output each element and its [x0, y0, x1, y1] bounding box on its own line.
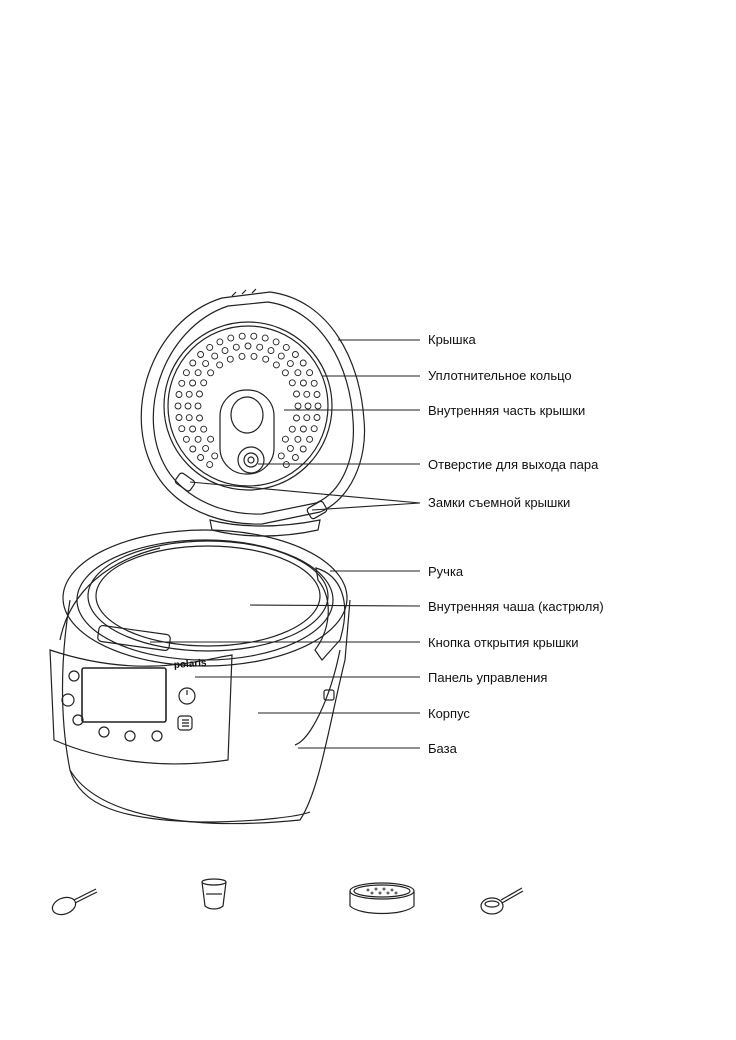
vent-hole: [190, 446, 196, 452]
label-steam-vent: Отверстие для выхода пара: [428, 457, 599, 472]
brand-logo: polaris: [173, 657, 207, 671]
vent-hole: [300, 446, 306, 452]
vent-hole: [186, 391, 192, 397]
vent-hole: [208, 370, 214, 376]
vent-hole: [222, 348, 228, 354]
vent-hole: [257, 344, 263, 350]
vent-hole: [195, 403, 201, 409]
vent-hole: [233, 344, 239, 350]
vent-hole: [295, 403, 301, 409]
vent-hole: [307, 436, 313, 442]
vent-hole: [273, 362, 279, 368]
lid-hinge: [210, 520, 320, 536]
vent-hole: [201, 380, 207, 386]
vent-hole: [314, 415, 320, 421]
vent-hole: [262, 335, 268, 341]
vent-hole: [307, 370, 313, 376]
label-release-button: Кнопка открытия крышки: [428, 635, 579, 650]
vent-hole: [183, 370, 189, 376]
vent-hole: [190, 380, 196, 386]
label-lid-locks: Замки съемной крышки: [428, 495, 571, 510]
vent-hole: [195, 370, 201, 376]
vent-hole: [311, 380, 317, 386]
vent-hole: [311, 426, 317, 432]
vent-hole: [314, 392, 320, 398]
vent-hole: [207, 344, 213, 350]
vent-hole: [295, 436, 301, 442]
vent-hole: [282, 370, 288, 376]
vent-hole: [263, 356, 269, 362]
vent-hole: [228, 335, 234, 341]
vent-hole: [203, 361, 209, 367]
vent-hole: [208, 436, 214, 442]
vent-hole: [176, 392, 182, 398]
vent-hole: [292, 455, 298, 461]
vent-hole: [176, 415, 182, 421]
leader-lines: [150, 340, 420, 748]
vent-hole: [300, 426, 306, 432]
vent-hole: [179, 380, 185, 386]
vent-hole: [183, 436, 189, 442]
vent-hole: [217, 362, 223, 368]
label-inner-lid: Внутренняя часть крышки: [428, 403, 586, 418]
vent-hole: [283, 462, 289, 468]
ladle-icon: [481, 888, 523, 914]
vent-hole: [190, 360, 196, 366]
vent-hole: [294, 391, 300, 397]
label-body: Корпус: [428, 706, 470, 721]
vent-hole: [179, 426, 185, 432]
lid-locks: [174, 472, 328, 520]
vent-hole: [227, 356, 233, 362]
vent-hole: [185, 403, 191, 409]
vent-hole: [239, 333, 245, 339]
vent-hole: [287, 445, 293, 451]
vent-hole: [175, 403, 181, 409]
vent-hole: [305, 403, 311, 409]
vent-hole: [282, 436, 288, 442]
vent-hole: [278, 453, 284, 459]
vent-hole: [251, 353, 257, 359]
vent-hole: [207, 462, 213, 468]
vent-hole: [268, 348, 274, 354]
vent-hole: [212, 453, 218, 459]
label-lid: Крышка: [428, 332, 476, 347]
vent-hole: [245, 343, 251, 349]
label-base: База: [428, 741, 457, 756]
vent-hole: [287, 361, 293, 367]
vent-hole: [304, 391, 310, 397]
vent-hole: [186, 415, 192, 421]
steam-basket-icon: [350, 883, 414, 914]
vent-hole: [251, 333, 257, 339]
vent-hole: [203, 445, 209, 451]
vent-hole: [217, 339, 223, 345]
vent-hole: [197, 391, 203, 397]
vent-hole: [212, 353, 218, 359]
label-inner-bowl: Внутренняя чаша (кастрюля): [428, 599, 604, 614]
label-handle: Ручка: [428, 564, 464, 579]
label-seal-ring: Уплотнительное кольцо: [428, 368, 572, 383]
vent-hole: [239, 353, 245, 359]
vent-hole: [295, 370, 301, 376]
label-control-panel: Панель управления: [428, 670, 548, 685]
vent-hole: [294, 415, 300, 421]
vent-hole: [300, 380, 306, 386]
spoon-icon: [50, 889, 97, 918]
vent-hole: [195, 436, 201, 442]
inner-bowl: [88, 541, 328, 651]
vent-hole: [304, 415, 310, 421]
vent-hole: [278, 353, 284, 359]
vent-hole: [201, 426, 207, 432]
seal-ring: [164, 322, 332, 490]
vent-hole: [289, 380, 295, 386]
vent-hole: [292, 352, 298, 358]
vent-hole: [315, 403, 321, 409]
vent-hole: [289, 426, 295, 432]
vent-hole: [283, 344, 289, 350]
vent-hole: [273, 339, 279, 345]
vent-hole: [198, 352, 204, 358]
vent-hole: [198, 455, 204, 461]
vent-hole: [190, 426, 196, 432]
vent-hole: [197, 415, 203, 421]
inner-lid-oval: [220, 390, 274, 474]
measuring-cup-icon: [202, 879, 226, 909]
vent-hole: [300, 360, 306, 366]
